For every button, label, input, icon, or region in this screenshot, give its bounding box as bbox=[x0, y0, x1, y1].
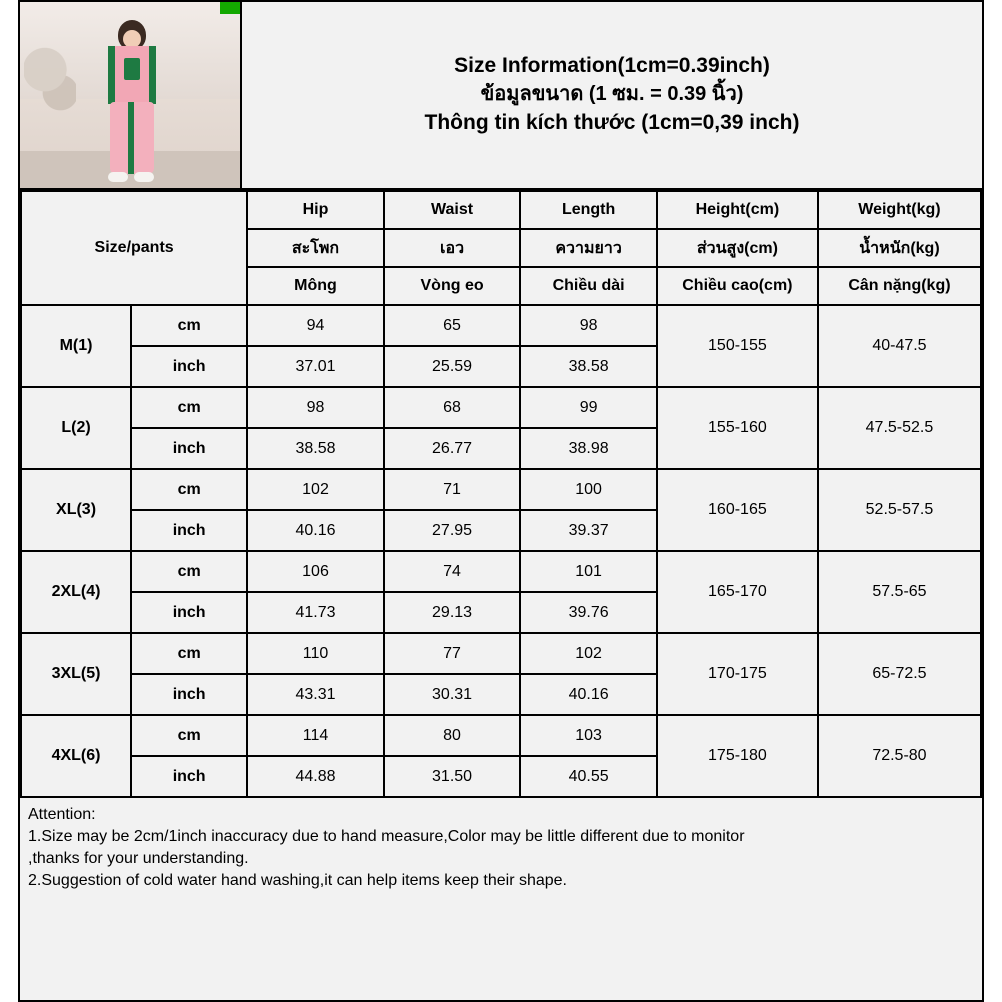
cell-height: 170-175 bbox=[657, 633, 818, 715]
cell-length-cm: 99 bbox=[520, 387, 657, 428]
cell-weight: 72.5-80 bbox=[818, 715, 981, 797]
col-header-weight-vi: Cân nặng(kg) bbox=[818, 267, 981, 305]
row-unit-cm: cm bbox=[131, 715, 247, 756]
cell-hip-cm: 102 bbox=[247, 469, 384, 510]
row-unit-cm: cm bbox=[131, 305, 247, 346]
table-row bbox=[21, 469, 981, 510]
col-header-hip-en: Hip bbox=[247, 191, 384, 229]
size-chart-sheet bbox=[18, 0, 984, 1002]
row-size-label: M(1) bbox=[21, 305, 131, 387]
table-row bbox=[21, 305, 981, 346]
cell-hip-cm: 110 bbox=[247, 633, 384, 674]
cell-hip-inch: 44.88 bbox=[247, 756, 384, 797]
cell-waist-cm: 71 bbox=[384, 469, 521, 510]
col-header-waist-vi: Vòng eo bbox=[384, 267, 521, 305]
photo-model bbox=[96, 20, 168, 188]
header-row-english bbox=[21, 191, 981, 229]
model-shoe-right bbox=[134, 172, 154, 182]
col-header-height-en: Height(cm) bbox=[657, 191, 818, 229]
row-size-label: 3XL(5) bbox=[21, 633, 131, 715]
cell-length-cm: 98 bbox=[520, 305, 657, 346]
cell-hip-inch: 37.01 bbox=[247, 346, 384, 387]
cell-hip-cm: 114 bbox=[247, 715, 384, 756]
cell-length-inch: 39.76 bbox=[520, 592, 657, 633]
cell-waist-cm: 68 bbox=[384, 387, 521, 428]
cell-height: 165-170 bbox=[657, 551, 818, 633]
col-header-weight-en: Weight(kg) bbox=[818, 191, 981, 229]
attention-heading: Attention: bbox=[28, 806, 96, 823]
cell-weight: 57.5-65 bbox=[818, 551, 981, 633]
cell-weight: 47.5-52.5 bbox=[818, 387, 981, 469]
row-size-label: XL(3) bbox=[21, 469, 131, 551]
corner-tag-icon bbox=[220, 2, 242, 14]
attention-block bbox=[20, 798, 982, 892]
cell-hip-inch: 43.31 bbox=[247, 674, 384, 715]
table-row bbox=[21, 715, 981, 756]
cell-length-inch: 40.55 bbox=[520, 756, 657, 797]
row-unit-cm: cm bbox=[131, 633, 247, 674]
cell-hip-inch: 38.58 bbox=[247, 428, 384, 469]
model-pants-stripe bbox=[128, 102, 134, 174]
col-header-length-th: ความยาว bbox=[520, 229, 657, 267]
cell-waist-cm: 65 bbox=[384, 305, 521, 346]
table-row bbox=[21, 551, 981, 592]
cell-length-cm: 101 bbox=[520, 551, 657, 592]
col-header-height-th: ส่วนสูง(cm) bbox=[657, 229, 818, 267]
title-english: Size Information(1cm=0.39inch) bbox=[454, 54, 770, 78]
row-unit-inch: inch bbox=[131, 756, 247, 797]
table-row bbox=[21, 633, 981, 674]
title-thai: ข้อมูลขนาด (1 ซม. = 0.39 นิ้ว) bbox=[480, 83, 744, 106]
col-header-waist-en: Waist bbox=[384, 191, 521, 229]
photo-plant bbox=[24, 42, 76, 134]
cell-height: 175-180 bbox=[657, 715, 818, 797]
row-unit-cm: cm bbox=[131, 387, 247, 428]
row-unit-inch: inch bbox=[131, 428, 247, 469]
cell-height: 155-160 bbox=[657, 387, 818, 469]
table-row bbox=[21, 387, 981, 428]
row-unit-inch: inch bbox=[131, 674, 247, 715]
col-header-length-vi: Chiều dài bbox=[520, 267, 657, 305]
header-row bbox=[20, 2, 982, 190]
size-table bbox=[20, 190, 982, 798]
model-top-logo bbox=[124, 58, 140, 80]
cell-length-inch: 38.58 bbox=[520, 346, 657, 387]
attention-line-1: 1.Size may be 2cm/1inch inaccuracy due to hand measure,Color may be little different due to monitor bbox=[28, 828, 745, 846]
model-top-stripe-left bbox=[108, 46, 115, 104]
cell-waist-inch: 30.31 bbox=[384, 674, 521, 715]
cell-waist-cm: 80 bbox=[384, 715, 521, 756]
col-header-length-en: Length bbox=[520, 191, 657, 229]
cell-height: 160-165 bbox=[657, 469, 818, 551]
cell-length-inch: 38.98 bbox=[520, 428, 657, 469]
cell-waist-inch: 27.95 bbox=[384, 510, 521, 551]
row-unit-inch: inch bbox=[131, 592, 247, 633]
row-size-label: 2XL(4) bbox=[21, 551, 131, 633]
row-unit-cm: cm bbox=[131, 551, 247, 592]
cell-weight: 65-72.5 bbox=[818, 633, 981, 715]
model-top-stripe-right bbox=[149, 46, 156, 104]
cell-weight: 52.5-57.5 bbox=[818, 469, 981, 551]
cell-weight: 40-47.5 bbox=[818, 305, 981, 387]
row-unit-cm: cm bbox=[131, 469, 247, 510]
corner-label: Size/pants bbox=[21, 191, 247, 305]
cell-waist-inch: 26.77 bbox=[384, 428, 521, 469]
cell-length-cm: 103 bbox=[520, 715, 657, 756]
cell-length-cm: 102 bbox=[520, 633, 657, 674]
title-block bbox=[242, 2, 982, 188]
product-photo bbox=[20, 2, 242, 188]
cell-hip-inch: 40.16 bbox=[247, 510, 384, 551]
cell-length-inch: 40.16 bbox=[520, 674, 657, 715]
cell-height: 150-155 bbox=[657, 305, 818, 387]
row-unit-inch: inch bbox=[131, 510, 247, 551]
cell-length-inch: 39.37 bbox=[520, 510, 657, 551]
model-shoe-left bbox=[108, 172, 128, 182]
row-size-label: L(2) bbox=[21, 387, 131, 469]
cell-waist-cm: 74 bbox=[384, 551, 521, 592]
title-vietnamese: Thông tin kích thước (1cm=0,39 inch) bbox=[424, 110, 800, 134]
col-header-weight-th: น้ำหนัก(kg) bbox=[818, 229, 981, 267]
cell-hip-cm: 106 bbox=[247, 551, 384, 592]
row-unit-inch: inch bbox=[131, 346, 247, 387]
cell-waist-cm: 77 bbox=[384, 633, 521, 674]
cell-hip-cm: 98 bbox=[247, 387, 384, 428]
col-header-hip-th: สะโพก bbox=[247, 229, 384, 267]
col-header-hip-vi: Mông bbox=[247, 267, 384, 305]
col-header-height-vi: Chiều cao(cm) bbox=[657, 267, 818, 305]
cell-hip-cm: 94 bbox=[247, 305, 384, 346]
col-header-waist-th: เอว bbox=[384, 229, 521, 267]
cell-length-cm: 100 bbox=[520, 469, 657, 510]
cell-waist-inch: 31.50 bbox=[384, 756, 521, 797]
attention-line-2: ,thanks for your understanding. bbox=[28, 850, 249, 868]
row-size-label: 4XL(6) bbox=[21, 715, 131, 797]
attention-line-3: 2.Suggestion of cold water hand washing,it can help items keep their shape. bbox=[28, 872, 567, 890]
cell-waist-inch: 29.13 bbox=[384, 592, 521, 633]
cell-hip-inch: 41.73 bbox=[247, 592, 384, 633]
cell-waist-inch: 25.59 bbox=[384, 346, 521, 387]
